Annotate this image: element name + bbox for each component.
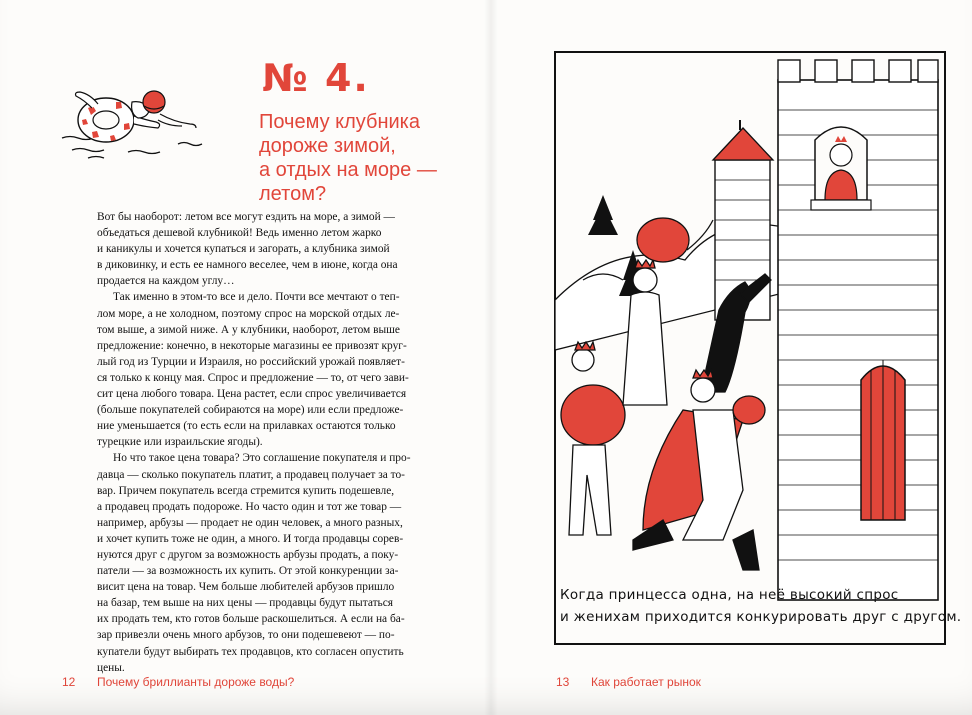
body-text <box>97 209 450 676</box>
body-line: лом море, а не холодном, поэтому спрос на морской отдых ле- <box>97 307 400 320</box>
chapter-headline <box>259 110 459 206</box>
running-title-left: Почему бриллианты дороже воды? <box>97 675 295 689</box>
body-line: объедаться дешевой клубникой! Ведь именно летом жарко <box>97 227 382 240</box>
body-line: купатели будут выбирать тех продавцов, кто согласен опустить <box>97 645 404 658</box>
body-line: их продать тем, кто готов больше раскошелиться. А если на ба- <box>97 613 405 626</box>
body-line: продается на каждом углу… <box>97 275 235 288</box>
body-line: Но что такое цена товара? Это соглашение покупателя и про- <box>113 452 411 465</box>
headline-line: летом? <box>259 183 327 205</box>
body-line: зар привезли очень много арбузов, то они подешевеют — по- <box>97 629 395 642</box>
caption-line: и женихам приходится конкурировать друг с другом. <box>560 609 962 625</box>
body-line: давца — сколько покупатель платит, а продавец получает за то- <box>97 468 405 481</box>
body-line: предложение: конечно, в некоторые магазины ее привозят круг- <box>97 339 407 352</box>
headline-line: Почему клубника <box>259 111 420 133</box>
body-line: и хочет купить тоже не один, а много. И тогда продавцы сорев- <box>97 532 404 545</box>
body-line: ся только к концу мая. Спрос и предложение — то, от чего зави- <box>97 371 409 384</box>
body-line: например, арбузы — продает не один человек, а много разных, <box>97 516 403 529</box>
body-line: Вот бы наоборот: летом все могут ездить на море, а зимой — <box>97 211 395 223</box>
body-line: вар. Причем покупатель всегда стремится купить подешевле, <box>97 484 395 497</box>
page-number-left: 12 <box>62 675 76 689</box>
body-line: патели — за возможность их купить. От этой конкуренции за- <box>97 565 399 578</box>
headline-line: дороже зимой, <box>259 135 396 157</box>
body-line: сит цена любого товара. Цена растет, если спрос увеличивается <box>97 388 407 401</box>
caption-line: Когда принцесса одна, на неё высокий спрос <box>560 587 899 603</box>
body-line: турецкие или израильские ягоды). <box>97 436 263 449</box>
swimming-girl-illustration <box>58 80 208 160</box>
body-line: цены. <box>97 661 125 674</box>
body-line: (больше покупателей собираются на море) или если предложе- <box>97 404 404 417</box>
running-title-right: Как работает рынок <box>591 675 701 689</box>
body-line: Так именно в этом-то все и дело. Почти все мечтают о теп- <box>113 291 400 304</box>
body-line: и каникулы и хочется купаться и загорать, а клубника зимой <box>97 243 390 256</box>
body-line: в диковинку, и есть ее намного веселее, чем в июне, когда она <box>97 259 398 272</box>
book-gutter <box>484 0 498 715</box>
chapter-number: № 4. <box>262 56 370 100</box>
headline-line: а отдых на море — <box>259 159 437 181</box>
body-line: висит цена на товар. Чем больше любителей арбузов пришло <box>97 581 395 594</box>
body-line: ние уменьшается (то есть если на прилавках остаются только <box>97 420 396 433</box>
body-line: нуются друг с другом за возможность арбузы продать, а поку- <box>97 548 399 561</box>
page-number-right: 13 <box>556 675 570 689</box>
illustration-caption <box>560 584 962 628</box>
princess-tower-illustration <box>553 50 962 646</box>
body-line: том выше, а зимой ниже. А у клубники, наоборот, летом выше <box>97 323 400 336</box>
body-line: а продавец продать подороже. Но часто один и тот же товар — <box>97 500 402 513</box>
body-line: на базар, тем выше на них цены — продавцы будут пытаться <box>97 597 394 610</box>
body-line: лый год из Турции и Израиля, но российский урожай появляет- <box>97 355 405 368</box>
